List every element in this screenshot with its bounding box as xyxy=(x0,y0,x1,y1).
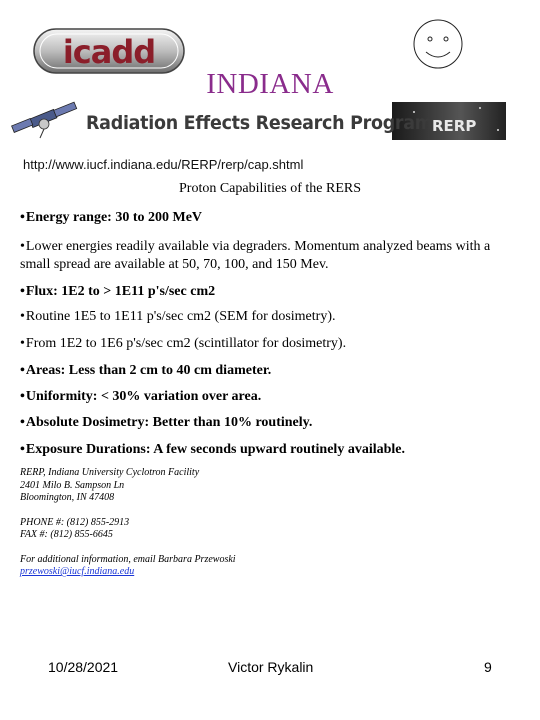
university-name: INDIANA xyxy=(206,68,334,100)
list-item: •Absolute Dosimetry: Better than 10% routinely. xyxy=(20,415,313,430)
contact-info xyxy=(20,467,320,579)
footer-date: 10/28/2021 xyxy=(48,659,119,675)
list-item: •Exposure Durations: A few seconds upward routinely available. xyxy=(20,442,405,457)
bullet-icon: • xyxy=(20,442,25,457)
contact-info-text: For additional information, email Barbara Przewoski xyxy=(20,553,236,565)
smiley-icon xyxy=(412,18,464,70)
program-title: Radiation Effects Research Program xyxy=(86,112,433,134)
page-title: Proton Capabilities of the RERS xyxy=(179,181,361,196)
satellite-icon xyxy=(12,102,77,138)
list-item: •From 1E2 to 1E6 p's/sec cm2 (scintillator for dosimetry). xyxy=(20,336,347,351)
bullet-icon: • xyxy=(20,363,25,378)
contact-fax: FAX #: (812) 855-6645 xyxy=(20,529,113,540)
list-item: •Routine 1E5 to 1E11 p's/sec cm2 (SEM for dosimetry). xyxy=(20,309,336,324)
svg-text:icadd: icadd xyxy=(62,33,156,71)
list-item: •Flux: 1E2 to > 1E11 p's/sec cm2 xyxy=(20,284,216,299)
rerp-banner-logo: RERP xyxy=(432,117,477,135)
page-url: http://www.iucf.indiana.edu/RERP/rerp/cap.shtml xyxy=(23,157,304,172)
contact-city: Bloomington, IN 47408 xyxy=(20,492,115,503)
bullet-icon: • xyxy=(20,309,25,324)
bullet-icon: • xyxy=(20,210,25,225)
bullet-icon: • xyxy=(20,284,25,299)
list-item: •Areas: Less than 2 cm to 40 cm diameter. xyxy=(20,363,272,378)
bullet-icon: • xyxy=(20,336,25,351)
bullet-icon: • xyxy=(20,415,25,430)
contact-org: RERP, Indiana University Cyclotron Facility xyxy=(20,467,200,478)
list-item: •Energy range: 30 to 200 MeV xyxy=(20,210,203,225)
email-link[interactable]: przewoski@iucf.indiana.edu xyxy=(20,566,135,577)
contact-phone: PHONE #: (812) 855-2913 xyxy=(20,516,130,528)
list-item: •Uniformity: < 30% variation over area. xyxy=(20,389,262,404)
page-number: 9 xyxy=(484,659,492,675)
footer-author: Victor Rykalin xyxy=(228,659,314,675)
bullet-icon: • xyxy=(20,239,25,254)
contact-street: 2401 Milo B. Sampson Ln xyxy=(20,479,125,491)
list-item: •Lower energies readily available via degraders. Momentum analyzed beams with a small spread are available at 50, 70, 100, and 150 Mev. xyxy=(20,239,491,272)
bullet-icon: • xyxy=(20,389,25,404)
